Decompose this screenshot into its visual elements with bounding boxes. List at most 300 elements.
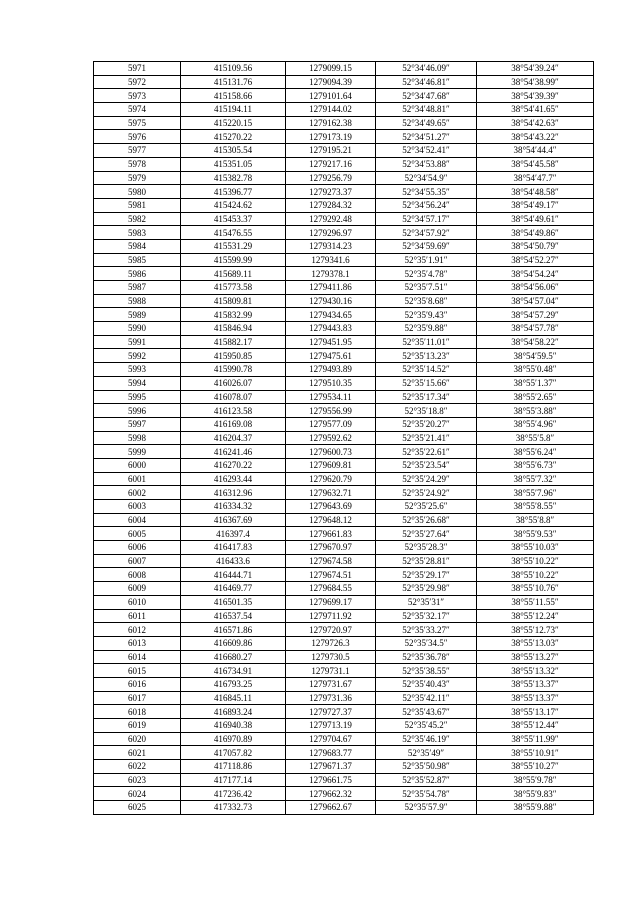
longitude-cell: 38°55′6.73″	[477, 458, 594, 472]
latitude-cell: 52°35′7.51″	[376, 281, 477, 295]
x-coordinate-cell: 416501.35	[181, 595, 286, 609]
point-number-cell: 6005	[94, 527, 181, 541]
table-row	[94, 636, 594, 650]
table-row	[94, 130, 594, 144]
latitude-cell: 52°35′38.55″	[376, 664, 477, 678]
latitude-cell: 52°35′9.88″	[376, 322, 477, 336]
longitude-cell: 38°55′9.53″	[477, 527, 594, 541]
longitude-cell: 38°54′57.04″	[477, 294, 594, 308]
table-row	[94, 376, 594, 390]
point-number-cell: 6012	[94, 623, 181, 637]
x-coordinate-cell: 415809.81	[181, 294, 286, 308]
table-row	[94, 404, 594, 418]
point-number-cell: 5990	[94, 322, 181, 336]
x-coordinate-cell: 416893.24	[181, 705, 286, 719]
longitude-cell: 38°55′11.99″	[477, 732, 594, 746]
table-row	[94, 390, 594, 404]
x-coordinate-cell: 416970.89	[181, 732, 286, 746]
longitude-cell: 38°55′8.55″	[477, 500, 594, 514]
longitude-cell: 38°54′52.27″	[477, 253, 594, 267]
point-number-cell: 6014	[94, 650, 181, 664]
y-coordinate-cell: 1279443.83	[286, 322, 376, 336]
y-coordinate-cell: 1279711.92	[286, 609, 376, 623]
latitude-cell: 52°35′23.54″	[376, 458, 477, 472]
latitude-cell: 52°34′55.35″	[376, 185, 477, 199]
x-coordinate-cell: 416241.46	[181, 445, 286, 459]
latitude-cell: 52°34′49.65″	[376, 116, 477, 130]
x-coordinate-cell: 415396.77	[181, 185, 286, 199]
latitude-cell: 52°35′50.98″	[376, 760, 477, 774]
longitude-cell: 38°55′13.37″	[477, 677, 594, 691]
y-coordinate-cell: 1279341.6	[286, 253, 376, 267]
table-row	[94, 363, 594, 377]
latitude-cell: 52°35′29.98″	[376, 582, 477, 596]
y-coordinate-cell: 1279195.21	[286, 144, 376, 158]
table-row	[94, 732, 594, 746]
point-number-cell: 6003	[94, 500, 181, 514]
coordinates-table	[93, 61, 594, 815]
x-coordinate-cell: 415158.66	[181, 89, 286, 103]
point-number-cell: 6008	[94, 568, 181, 582]
x-coordinate-cell: 416417.83	[181, 541, 286, 555]
latitude-cell: 52°35′21.41″	[376, 431, 477, 445]
y-coordinate-cell: 1279704.67	[286, 732, 376, 746]
y-coordinate-cell: 1279296.97	[286, 226, 376, 240]
y-coordinate-cell: 1279256.79	[286, 171, 376, 185]
table-row	[94, 308, 594, 322]
y-coordinate-cell: 1279314.23	[286, 239, 376, 253]
x-coordinate-cell: 415194.11	[181, 103, 286, 117]
y-coordinate-cell: 1279144.02	[286, 103, 376, 117]
x-coordinate-cell: 416204.37	[181, 431, 286, 445]
table-row	[94, 691, 594, 705]
point-number-cell: 5975	[94, 116, 181, 130]
x-coordinate-cell: 415305.54	[181, 144, 286, 158]
x-coordinate-cell: 416609.86	[181, 636, 286, 650]
x-coordinate-cell: 415476.55	[181, 226, 286, 240]
x-coordinate-cell: 417177.14	[181, 773, 286, 787]
point-number-cell: 5996	[94, 404, 181, 418]
x-coordinate-cell: 416293.44	[181, 472, 286, 486]
point-number-cell: 6007	[94, 554, 181, 568]
y-coordinate-cell: 1279674.51	[286, 568, 376, 582]
y-coordinate-cell: 1279451.95	[286, 335, 376, 349]
table-row	[94, 650, 594, 664]
longitude-cell: 38°54′39.39″	[477, 89, 594, 103]
latitude-cell: 52°35′28.81″	[376, 554, 477, 568]
longitude-cell: 38°54′59.5″	[477, 349, 594, 363]
longitude-cell: 38°55′5.8″	[477, 431, 594, 445]
point-number-cell: 5986	[94, 267, 181, 281]
latitude-cell: 52°35′40.43″	[376, 677, 477, 691]
latitude-cell: 52°34′54.9″	[376, 171, 477, 185]
y-coordinate-cell: 1279534.11	[286, 390, 376, 404]
point-number-cell: 5997	[94, 417, 181, 431]
x-coordinate-cell: 416680.27	[181, 650, 286, 664]
point-number-cell: 5992	[94, 349, 181, 363]
longitude-cell: 38°55′13.32″	[477, 664, 594, 678]
y-coordinate-cell: 1279727.37	[286, 705, 376, 719]
table-row	[94, 677, 594, 691]
x-coordinate-cell: 416397.4	[181, 527, 286, 541]
y-coordinate-cell: 1279731.36	[286, 691, 376, 705]
y-coordinate-cell: 1279378.1	[286, 267, 376, 281]
x-coordinate-cell: 415990.78	[181, 363, 286, 377]
y-coordinate-cell: 1279730.5	[286, 650, 376, 664]
x-coordinate-cell: 415453.37	[181, 212, 286, 226]
latitude-cell: 52°35′28.3″	[376, 541, 477, 555]
point-number-cell: 6011	[94, 609, 181, 623]
longitude-cell: 38°55′3.88″	[477, 404, 594, 418]
y-coordinate-cell: 1279648.12	[286, 513, 376, 527]
table-row	[94, 472, 594, 486]
point-number-cell: 5999	[94, 445, 181, 459]
longitude-cell: 38°54′49.17″	[477, 198, 594, 212]
table-row	[94, 445, 594, 459]
table-row	[94, 212, 594, 226]
latitude-cell: 52°35′15.66″	[376, 376, 477, 390]
latitude-cell: 52°35′36.78″	[376, 650, 477, 664]
table-row	[94, 226, 594, 240]
table-row	[94, 75, 594, 89]
y-coordinate-cell: 1279434.65	[286, 308, 376, 322]
longitude-cell: 38°55′9.88″	[477, 801, 594, 815]
point-number-cell: 5993	[94, 363, 181, 377]
table-row	[94, 486, 594, 500]
table-row	[94, 116, 594, 130]
latitude-cell: 52°35′24.92″	[376, 486, 477, 500]
table-row	[94, 458, 594, 472]
table-row	[94, 568, 594, 582]
point-number-cell: 5971	[94, 62, 181, 76]
longitude-cell: 38°55′6.24″	[477, 445, 594, 459]
point-number-cell: 5974	[94, 103, 181, 117]
latitude-cell: 52°35′42.11″	[376, 691, 477, 705]
x-coordinate-cell: 417118.86	[181, 760, 286, 774]
longitude-cell: 38°54′54.24″	[477, 267, 594, 281]
latitude-cell: 52°35′57.9″	[376, 801, 477, 815]
y-coordinate-cell: 1279720.97	[286, 623, 376, 637]
point-number-cell: 6023	[94, 773, 181, 787]
table-row	[94, 760, 594, 774]
y-coordinate-cell: 1279592.62	[286, 431, 376, 445]
longitude-cell: 38°54′48.58″	[477, 185, 594, 199]
longitude-cell: 38°54′38.99″	[477, 75, 594, 89]
table-row	[94, 322, 594, 336]
latitude-cell: 52°35′11.01″	[376, 335, 477, 349]
y-coordinate-cell: 1279683.77	[286, 746, 376, 760]
latitude-cell: 52°34′57.17″	[376, 212, 477, 226]
point-number-cell: 6016	[94, 677, 181, 691]
x-coordinate-cell: 415950.85	[181, 349, 286, 363]
y-coordinate-cell: 1279661.75	[286, 773, 376, 787]
y-coordinate-cell: 1279731.1	[286, 664, 376, 678]
point-number-cell: 5973	[94, 89, 181, 103]
latitude-cell: 52°35′25.6″	[376, 500, 477, 514]
longitude-cell: 38°54′41.65″	[477, 103, 594, 117]
y-coordinate-cell: 1279726.3	[286, 636, 376, 650]
longitude-cell: 38°54′44.4″	[477, 144, 594, 158]
longitude-cell: 38°54′47.7″	[477, 171, 594, 185]
x-coordinate-cell: 416367.69	[181, 513, 286, 527]
x-coordinate-cell: 417057.82	[181, 746, 286, 760]
x-coordinate-cell: 416123.58	[181, 404, 286, 418]
latitude-cell: 52°34′48.81″	[376, 103, 477, 117]
latitude-cell: 52°35′14.52″	[376, 363, 477, 377]
latitude-cell: 52°34′59.69″	[376, 239, 477, 253]
longitude-cell: 38°55′0.48″	[477, 363, 594, 377]
y-coordinate-cell: 1279510.35	[286, 376, 376, 390]
table-row	[94, 198, 594, 212]
y-coordinate-cell: 1279620.79	[286, 472, 376, 486]
y-coordinate-cell: 1279600.73	[286, 445, 376, 459]
x-coordinate-cell: 415773.58	[181, 281, 286, 295]
point-number-cell: 5988	[94, 294, 181, 308]
longitude-cell: 38°54′43.22″	[477, 130, 594, 144]
y-coordinate-cell: 1279577.09	[286, 417, 376, 431]
point-number-cell: 6004	[94, 513, 181, 527]
table-row	[94, 239, 594, 253]
longitude-cell: 38°55′10.27″	[477, 760, 594, 774]
point-number-cell: 6021	[94, 746, 181, 760]
table-row	[94, 664, 594, 678]
point-number-cell: 6020	[94, 732, 181, 746]
point-number-cell: 6000	[94, 458, 181, 472]
point-number-cell: 5978	[94, 157, 181, 171]
longitude-cell: 38°55′9.78″	[477, 773, 594, 787]
table-row	[94, 595, 594, 609]
point-number-cell: 6019	[94, 719, 181, 733]
table-row	[94, 431, 594, 445]
table-row	[94, 527, 594, 541]
latitude-cell: 52°35′49″	[376, 746, 477, 760]
y-coordinate-cell: 1279671.37	[286, 760, 376, 774]
y-coordinate-cell: 1279556.99	[286, 404, 376, 418]
longitude-cell: 38°54′57.78″	[477, 322, 594, 336]
y-coordinate-cell: 1279684.55	[286, 582, 376, 596]
table-row	[94, 267, 594, 281]
latitude-cell: 52°35′52.87″	[376, 773, 477, 787]
x-coordinate-cell: 416845.11	[181, 691, 286, 705]
longitude-cell: 38°54′49.86″	[477, 226, 594, 240]
table-row	[94, 253, 594, 267]
x-coordinate-cell: 415882.17	[181, 335, 286, 349]
latitude-cell: 52°34′57.92″	[376, 226, 477, 240]
latitude-cell: 52°35′22.61″	[376, 445, 477, 459]
x-coordinate-cell: 416026.07	[181, 376, 286, 390]
table-row	[94, 705, 594, 719]
latitude-cell: 52°34′46.09″	[376, 62, 477, 76]
y-coordinate-cell: 1279099.15	[286, 62, 376, 76]
x-coordinate-cell: 416433.6	[181, 554, 286, 568]
y-coordinate-cell: 1279670.97	[286, 541, 376, 555]
table-row	[94, 349, 594, 363]
table-row	[94, 554, 594, 568]
y-coordinate-cell: 1279661.83	[286, 527, 376, 541]
longitude-cell: 38°55′1.37″	[477, 376, 594, 390]
latitude-cell: 52°35′27.64″	[376, 527, 477, 541]
x-coordinate-cell: 415382.78	[181, 171, 286, 185]
latitude-cell: 52°34′46.81″	[376, 75, 477, 89]
y-coordinate-cell: 1279731.67	[286, 677, 376, 691]
latitude-cell: 52°35′33.27″	[376, 623, 477, 637]
point-number-cell: 5987	[94, 281, 181, 295]
y-coordinate-cell: 1279493.89	[286, 363, 376, 377]
table-row	[94, 623, 594, 637]
y-coordinate-cell: 1279094.39	[286, 75, 376, 89]
y-coordinate-cell: 1279662.67	[286, 801, 376, 815]
x-coordinate-cell: 416469.77	[181, 582, 286, 596]
point-number-cell: 6006	[94, 541, 181, 555]
latitude-cell: 52°35′1.91″	[376, 253, 477, 267]
x-coordinate-cell: 415689.11	[181, 267, 286, 281]
longitude-cell: 38°55′13.03″	[477, 636, 594, 650]
y-coordinate-cell: 1279713.19	[286, 719, 376, 733]
table-row	[94, 294, 594, 308]
longitude-cell: 38°54′45.58″	[477, 157, 594, 171]
x-coordinate-cell: 416270.22	[181, 458, 286, 472]
point-number-cell: 5982	[94, 212, 181, 226]
point-number-cell: 5994	[94, 376, 181, 390]
table-row	[94, 513, 594, 527]
latitude-cell: 52°35′26.68″	[376, 513, 477, 527]
point-number-cell: 6013	[94, 636, 181, 650]
table-row	[94, 335, 594, 349]
y-coordinate-cell: 1279674.58	[286, 554, 376, 568]
y-coordinate-cell: 1279643.69	[286, 500, 376, 514]
longitude-cell: 38°55′8.8″	[477, 513, 594, 527]
point-number-cell: 5991	[94, 335, 181, 349]
y-coordinate-cell: 1279101.64	[286, 89, 376, 103]
table-row	[94, 185, 594, 199]
longitude-cell: 38°54′56.06″	[477, 281, 594, 295]
coordinates-table-body	[94, 62, 594, 815]
longitude-cell: 38°54′49.61″	[477, 212, 594, 226]
longitude-cell: 38°55′12.44″	[477, 719, 594, 733]
x-coordinate-cell: 415531.29	[181, 239, 286, 253]
point-number-cell: 5983	[94, 226, 181, 240]
table-row	[94, 746, 594, 760]
latitude-cell: 52°35′13.23″	[376, 349, 477, 363]
latitude-cell: 52°35′9.43″	[376, 308, 477, 322]
longitude-cell: 38°55′10.22″	[477, 554, 594, 568]
point-number-cell: 6024	[94, 787, 181, 801]
point-number-cell: 6002	[94, 486, 181, 500]
y-coordinate-cell: 1279162.38	[286, 116, 376, 130]
longitude-cell: 38°55′4.96″	[477, 417, 594, 431]
latitude-cell: 52°35′43.67″	[376, 705, 477, 719]
point-number-cell: 5981	[94, 198, 181, 212]
y-coordinate-cell: 1279273.37	[286, 185, 376, 199]
x-coordinate-cell: 415832.99	[181, 308, 286, 322]
x-coordinate-cell: 416537.54	[181, 609, 286, 623]
x-coordinate-cell: 415270.22	[181, 130, 286, 144]
latitude-cell: 52°34′47.68″	[376, 89, 477, 103]
y-coordinate-cell: 1279662.32	[286, 787, 376, 801]
longitude-cell: 38°54′39.24″	[477, 62, 594, 76]
x-coordinate-cell: 415131.76	[181, 75, 286, 89]
y-coordinate-cell: 1279609.81	[286, 458, 376, 472]
latitude-cell: 52°35′32.17″	[376, 609, 477, 623]
point-number-cell: 6001	[94, 472, 181, 486]
point-number-cell: 6022	[94, 760, 181, 774]
point-number-cell: 6010	[94, 595, 181, 609]
table-row	[94, 62, 594, 76]
point-number-cell: 5998	[94, 431, 181, 445]
point-number-cell: 6015	[94, 664, 181, 678]
x-coordinate-cell: 416793.25	[181, 677, 286, 691]
longitude-cell: 38°55′10.76″	[477, 582, 594, 596]
table-row	[94, 417, 594, 431]
point-number-cell: 5985	[94, 253, 181, 267]
table-row	[94, 144, 594, 158]
latitude-cell: 52°35′24.29″	[376, 472, 477, 486]
point-number-cell: 6025	[94, 801, 181, 815]
x-coordinate-cell: 416312.96	[181, 486, 286, 500]
table-row	[94, 89, 594, 103]
x-coordinate-cell: 416571.86	[181, 623, 286, 637]
longitude-cell: 38°55′7.96″	[477, 486, 594, 500]
latitude-cell: 52°35′18.8″	[376, 404, 477, 418]
x-coordinate-cell: 415846.94	[181, 322, 286, 336]
longitude-cell: 38°55′10.22″	[477, 568, 594, 582]
point-number-cell: 5980	[94, 185, 181, 199]
longitude-cell: 38°55′10.91″	[477, 746, 594, 760]
y-coordinate-cell: 1279411.86	[286, 281, 376, 295]
point-number-cell: 6018	[94, 705, 181, 719]
x-coordinate-cell: 416444.71	[181, 568, 286, 582]
x-coordinate-cell: 415599.99	[181, 253, 286, 267]
y-coordinate-cell: 1279632.71	[286, 486, 376, 500]
latitude-cell: 52°35′45.2″	[376, 719, 477, 733]
y-coordinate-cell: 1279217.16	[286, 157, 376, 171]
x-coordinate-cell: 416334.32	[181, 500, 286, 514]
table-row	[94, 719, 594, 733]
table-row	[94, 582, 594, 596]
point-number-cell: 5972	[94, 75, 181, 89]
point-number-cell: 5989	[94, 308, 181, 322]
x-coordinate-cell: 416169.08	[181, 417, 286, 431]
longitude-cell: 38°54′58.22″	[477, 335, 594, 349]
y-coordinate-cell: 1279430.16	[286, 294, 376, 308]
latitude-cell: 52°34′53.88″	[376, 157, 477, 171]
x-coordinate-cell: 416078.07	[181, 390, 286, 404]
table-row	[94, 541, 594, 555]
table-row	[94, 609, 594, 623]
longitude-cell: 38°55′13.17″	[477, 705, 594, 719]
x-coordinate-cell: 416734.91	[181, 664, 286, 678]
table-row	[94, 801, 594, 815]
longitude-cell: 38°55′10.03″	[477, 541, 594, 555]
point-number-cell: 5976	[94, 130, 181, 144]
table-row	[94, 157, 594, 171]
latitude-cell: 52°34′52.41″	[376, 144, 477, 158]
table-row	[94, 281, 594, 295]
longitude-cell: 38°54′42.63″	[477, 116, 594, 130]
latitude-cell: 52°35′17.34″	[376, 390, 477, 404]
x-coordinate-cell: 415424.62	[181, 198, 286, 212]
longitude-cell: 38°55′7.32″	[477, 472, 594, 486]
longitude-cell: 38°54′50.79″	[477, 239, 594, 253]
point-number-cell: 5979	[94, 171, 181, 185]
point-number-cell: 5977	[94, 144, 181, 158]
latitude-cell: 52°35′4.78″	[376, 267, 477, 281]
latitude-cell: 52°35′54.78″	[376, 787, 477, 801]
longitude-cell: 38°55′2.65″	[477, 390, 594, 404]
longitude-cell: 38°55′12.73″	[477, 623, 594, 637]
y-coordinate-cell: 1279699.17	[286, 595, 376, 609]
longitude-cell: 38°55′11.55″	[477, 595, 594, 609]
